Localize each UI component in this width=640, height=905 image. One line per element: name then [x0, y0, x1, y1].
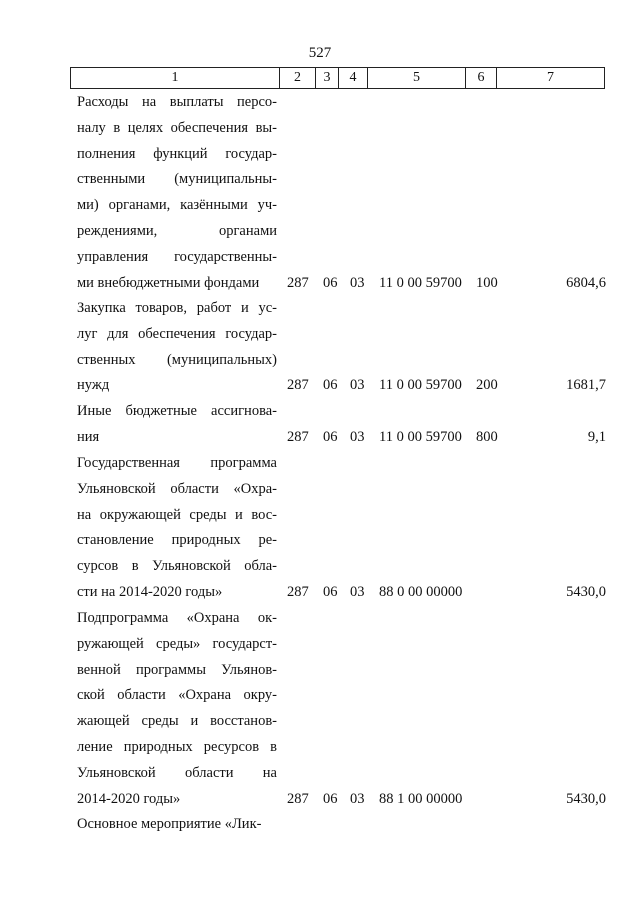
page-number: 527: [308, 45, 332, 61]
description-line: управления государственны-: [77, 248, 277, 265]
cell-col-3: 06: [323, 790, 338, 807]
cell-col-2: 287: [287, 428, 309, 445]
cell-col-6: 800: [476, 428, 498, 445]
cell-col-4: 03: [350, 428, 365, 445]
description-line: Ульяновской области «Охра-: [77, 480, 277, 497]
cell-col-3: 06: [323, 377, 338, 394]
cell-col-4: 03: [350, 377, 365, 394]
row-description: [77, 90, 277, 296]
row-description: [77, 399, 277, 451]
cell-col-6: 200: [476, 377, 498, 394]
cell-col-5: 88 1 00 00000: [379, 790, 463, 807]
description-line: налу в целях обеспечения вы-: [77, 119, 277, 136]
cell-col-4: 03: [350, 274, 365, 291]
description-line: луг для обеспечения государ-: [77, 325, 277, 342]
description-line: венной программы Ульянов-: [77, 661, 277, 678]
column-header-table: [70, 67, 605, 89]
cell-col-3: 06: [323, 428, 338, 445]
col-header-2: 2: [280, 68, 316, 89]
cell-col-4: 03: [350, 790, 365, 807]
description-line: на окружающей среды и вос-: [77, 506, 277, 523]
cell-col-5: 11 0 00 59700: [379, 274, 462, 291]
cell-col-7: 5430,0: [566, 584, 606, 600]
row-description: [77, 812, 277, 838]
description-line: ление природных ресурсов в: [77, 738, 277, 755]
cell-col-2: 287: [287, 790, 309, 807]
row-description: [77, 296, 277, 399]
description-line: Подпрограмма «Охрана ок-: [77, 610, 277, 626]
description-line: Расходы на выплаты персо-: [77, 94, 277, 110]
description-line: ственными (муниципальны-: [77, 171, 277, 188]
cell-col-3: 06: [323, 584, 338, 600]
description-line: 2014-2020 годы»: [77, 790, 181, 807]
description-line: ружающей среды» государст-: [77, 635, 277, 652]
row-description: [77, 606, 277, 812]
description-line: становление природных ре-: [77, 532, 277, 549]
description-line: Закупка товаров, работ и ус-: [77, 300, 277, 316]
description-line: Иные бюджетные ассигнова-: [77, 403, 277, 419]
description-line: ми) органами, казёнными уч-: [77, 197, 277, 214]
description-line: полнения функций государ-: [77, 145, 277, 162]
description-line: ственных (муниципальных): [77, 351, 277, 368]
col-header-6: 6: [466, 68, 497, 89]
cell-col-7: 9,1: [587, 428, 606, 445]
description-line: Основное мероприятие «Лик-: [77, 816, 262, 832]
cell-col-2: 287: [287, 584, 309, 600]
cell-col-2: 287: [287, 377, 309, 394]
col-header-4: 4: [339, 68, 368, 89]
description-line: Государственная программа: [77, 455, 277, 471]
cell-col-3: 06: [323, 274, 338, 291]
description-line: сти на 2014-2020 годы»: [77, 583, 223, 600]
cell-col-7: 1681,7: [566, 377, 606, 394]
description-line: ми внебюджетными фондами: [77, 274, 260, 291]
cell-col-7: 6804,6: [566, 274, 606, 291]
cell-col-5: 88 0 00 00000: [379, 584, 463, 600]
col-header-5: 5: [368, 68, 466, 89]
description-line: Ульяновской области на: [77, 764, 277, 781]
cell-col-7: 5430,0: [566, 790, 606, 807]
description-line: ской области «Охрана окру-: [77, 687, 277, 704]
description-line: реждениями, органами: [77, 222, 277, 239]
col-header-1: 1: [71, 68, 280, 89]
cell-col-5: 11 0 00 59700: [379, 377, 462, 394]
cell-col-2: 287: [287, 274, 309, 291]
description-line: ния: [77, 428, 100, 445]
col-header-3: 3: [316, 68, 339, 89]
description-line: сурсов в Ульяновской обла-: [77, 558, 277, 575]
cell-col-5: 11 0 00 59700: [379, 428, 462, 445]
cell-col-6: 100: [476, 274, 498, 291]
col-header-7: 7: [497, 68, 605, 89]
description-line: жающей среды и восстанов-: [77, 713, 277, 730]
row-description: [77, 451, 277, 606]
description-line: нужд: [77, 377, 110, 394]
cell-col-4: 03: [350, 584, 365, 600]
